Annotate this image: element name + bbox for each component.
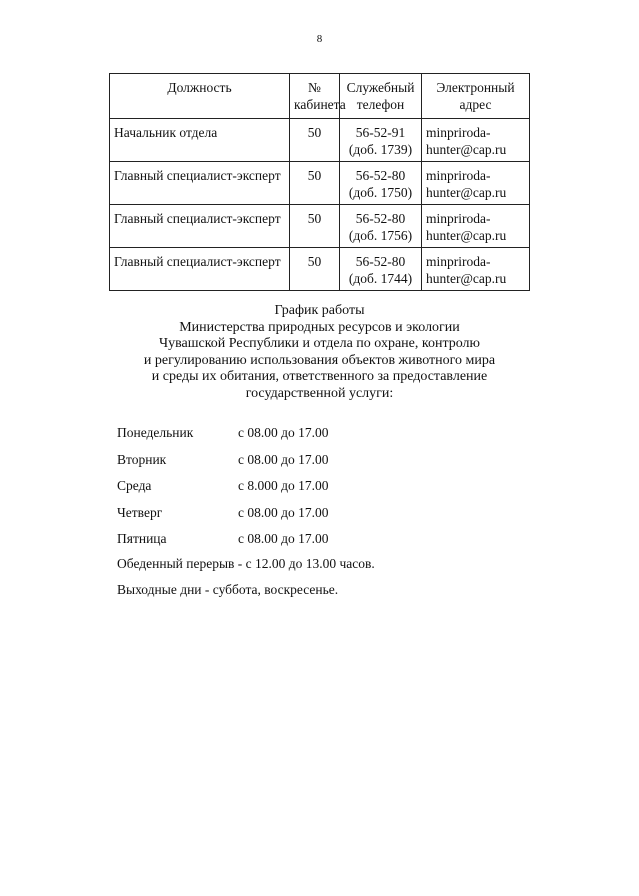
schedule-heading-line: Министерства природных ресурсов и экологии [179, 319, 460, 335]
cell-phone: 56-52-80 (доб. 1744) [340, 248, 422, 291]
working-day-row [117, 425, 329, 452]
days-off-note: Выходные дни - суббота, воскресенье. [117, 582, 339, 597]
schedule-heading [0, 303, 639, 402]
cell-position: Главный специалист-эксперт [110, 248, 290, 291]
cell-position: Главный специалист-эксперт [110, 205, 290, 248]
schedule-heading-line: и среды их обитания, ответственного за предоставление [151, 369, 488, 384]
table-header-row [110, 74, 530, 119]
day-hours: с 08.00 до 17.00 [238, 531, 329, 546]
cell-phone: 56-52-80 (доб. 1756) [340, 205, 422, 248]
working-day-row [117, 478, 329, 505]
cell-room: 50 [290, 162, 340, 205]
staff-contacts-table [109, 73, 530, 291]
day-hours: с 08.00 до 17.00 [238, 425, 329, 440]
day-hours: с 8.000 до 17.00 [238, 478, 329, 493]
schedule-title: График работы [274, 303, 365, 318]
schedule-heading-line: государственной услуги: [245, 385, 394, 401]
cell-room: 50 [290, 119, 340, 162]
cell-position: Главный специалист-эксперт [110, 162, 290, 205]
working-day-row [117, 531, 329, 558]
header-room: № кабинета [290, 74, 340, 119]
page-number: 8 [316, 33, 323, 45]
table-row [110, 248, 530, 291]
working-day-row [117, 452, 329, 479]
table-row [110, 162, 530, 205]
cell-position: Начальник отдела [110, 119, 290, 162]
day-name: Пятница [117, 531, 167, 546]
working-hours-list [117, 425, 329, 558]
header-position: Должность [110, 74, 290, 119]
cell-email: minpriroda- hunter@cap.ru [422, 248, 530, 291]
day-hours: с 08.00 до 17.00 [238, 504, 329, 520]
day-name: Понедельник [117, 425, 194, 440]
table-row [110, 205, 530, 248]
header-phone: Служебный телефон [340, 74, 422, 119]
cell-room: 50 [290, 248, 340, 291]
day-name: Четверг [117, 504, 163, 520]
cell-email: minpriroda- hunter@cap.ru [422, 119, 530, 162]
lunch-break-note: Обеденный перерыв - с 12.00 до 13.00 часов. [117, 556, 375, 571]
schedule-heading-line: и регулированию использования объектов животного мира [143, 352, 496, 368]
cell-phone: 56-52-80 (доб. 1750) [340, 162, 422, 205]
cell-email: minpriroda- hunter@cap.ru [422, 162, 530, 205]
table-row [110, 119, 530, 162]
cell-email: minpriroda- hunter@cap.ru [422, 205, 530, 248]
cell-room: 50 [290, 205, 340, 248]
day-name: Среда [117, 478, 152, 493]
day-name: Вторник [117, 451, 167, 467]
day-hours: с 08.00 до 17.00 [238, 451, 329, 467]
cell-phone: 56-52-91 (доб. 1739) [340, 119, 422, 162]
schedule-heading-line: Чувашской Республики и отдела по охране, контролю [158, 336, 481, 351]
header-email: Электронный адрес [422, 74, 530, 119]
working-day-row [117, 505, 329, 532]
